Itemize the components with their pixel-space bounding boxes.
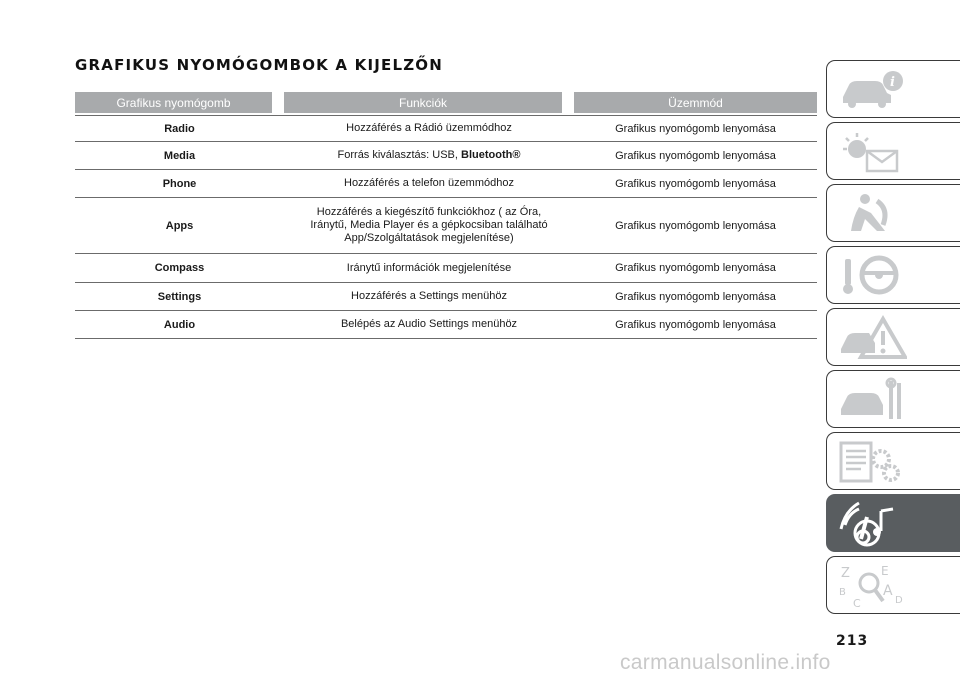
function-line: App/Szolgáltatások megjelenítése): [344, 232, 514, 244]
cell-button: Audio: [163, 318, 196, 331]
warning-lights-icon: [837, 129, 907, 175]
cell-mode: Grafikus nyomógomb lenyomása: [615, 177, 776, 190]
multimedia-icon: [837, 501, 907, 547]
index-alphabet-icon: [837, 563, 907, 609]
function-bold-text: Bluetooth®: [461, 149, 521, 161]
svg-text:A: A: [883, 583, 893, 599]
cell-button: Phone: [162, 177, 197, 190]
cell-mode: Grafikus nyomógomb lenyomása: [615, 149, 776, 162]
svg-text:D: D: [895, 595, 903, 606]
tab-multimedia[interactable]: [826, 494, 960, 552]
cell-function: Belépés az Audio Settings menühöz: [340, 318, 518, 330]
tab-emergency[interactable]: [826, 308, 960, 366]
tab-safety[interactable]: [826, 184, 960, 242]
table-row: [75, 283, 817, 311]
table-row: [75, 198, 817, 254]
header-function: Funkciók: [284, 92, 562, 113]
cell-mode: Grafikus nyomógomb lenyomása: [615, 318, 776, 331]
car-info-icon: [837, 67, 907, 113]
cell-button: Compass: [154, 262, 205, 274]
svg-text:B: B: [839, 587, 846, 598]
buttons-table: [75, 92, 817, 339]
car-maintenance-icon: [837, 377, 907, 423]
svg-text:E: E: [881, 564, 889, 578]
table-row: [75, 254, 817, 283]
tab-car-info[interactable]: [826, 60, 960, 118]
cell-function: Hozzáférés a telefon üzemmódhoz: [344, 177, 514, 189]
tab-steering[interactable]: [826, 246, 960, 304]
watermark: carmanualsonline.info: [620, 651, 831, 674]
cell-mode: Grafikus nyomógomb lenyomása: [615, 122, 776, 135]
table-row: [75, 311, 817, 339]
tab-maintenance[interactable]: [826, 370, 960, 428]
cell-function: Hozzáférés a Settings menühöz: [351, 290, 507, 302]
specs-gears-icon: [837, 439, 907, 485]
table-row: [75, 170, 817, 198]
svg-text:C: C: [853, 597, 861, 609]
cell-function: Hozzáférés a Rádió üzemmódhoz: [346, 122, 512, 134]
function-line: Hozzáférés a kiegészítő funkciókhoz ( az Óra,: [316, 206, 542, 218]
cell-mode: Grafikus nyomógomb lenyomása: [615, 290, 776, 303]
cell-mode: Grafikus nyomógomb lenyomása: [615, 262, 776, 274]
tab-index[interactable]: [826, 556, 960, 614]
cell-button: Media: [163, 149, 196, 162]
safety-airbag-icon: [837, 191, 907, 237]
table-row: [75, 142, 817, 170]
cell-function: [284, 206, 574, 245]
function-text: Forrás kiválasztás: USB,: [337, 149, 458, 161]
cell-function: [284, 149, 574, 162]
page-title: GRAFIKUS NYOMÓGOMBOK A KIJELZŐN: [75, 56, 443, 74]
table-row: [75, 116, 817, 142]
cell-button: Apps: [165, 219, 194, 232]
emergency-triangle-icon: [837, 315, 907, 361]
header-mode: Üzemmód: [574, 92, 817, 113]
tab-warning-lights[interactable]: [826, 122, 960, 180]
table-header: [75, 92, 817, 113]
cell-button: Settings: [157, 290, 202, 303]
cell-button: Radio: [164, 122, 195, 135]
svg-text:i: i: [890, 75, 895, 90]
page-number: 213: [836, 633, 869, 649]
tab-specs[interactable]: [826, 432, 960, 490]
header-button: Grafikus nyomógomb: [75, 92, 272, 113]
cell-function: Iránytű információk megjelenítése: [346, 261, 512, 274]
svg-text:Z: Z: [841, 566, 850, 581]
function-line: Iránytű, Media Player és a gépkocsiban található: [310, 219, 548, 231]
cell-mode: Grafikus nyomógomb lenyomása: [615, 219, 776, 232]
steering-key-icon: [837, 253, 907, 299]
